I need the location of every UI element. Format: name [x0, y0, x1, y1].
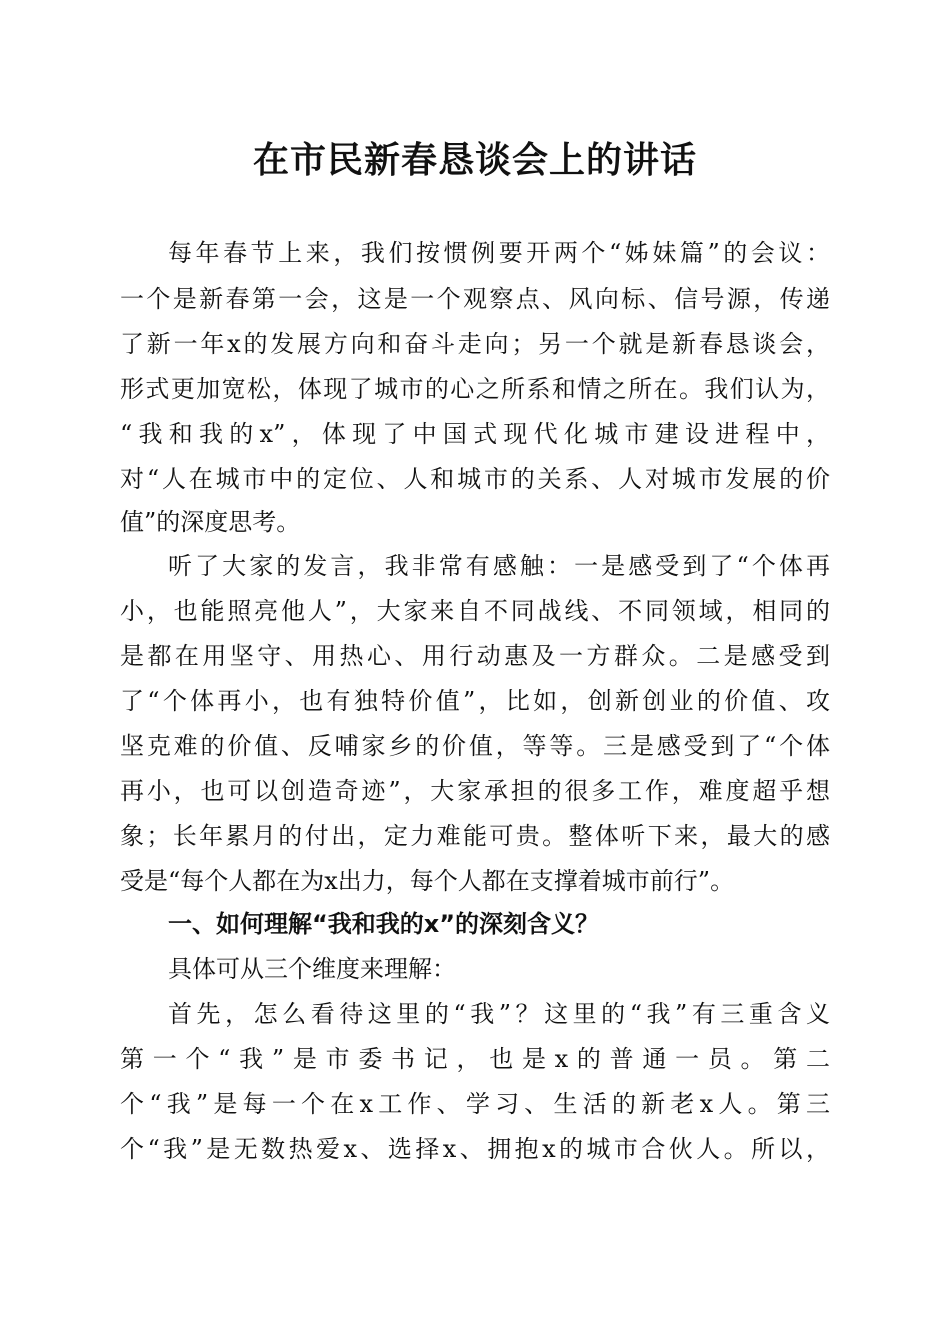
paragraph-2-line-7: 象；长年累月的付出，定力难能可贵。整体听下来，最大的感	[120, 822, 830, 850]
paragraph-1-line-1: 每年春节上来，我们按惯例要开两个“姊妹篇”的会议：	[168, 239, 830, 267]
paragraph-1-line-4: 形式更加宽松，体现了城市的心之所系和情之所在。我们认为，	[120, 375, 830, 403]
paragraph-4-line-4: 个“我”是无数热爱x、选择x、拥抱x的城市合伙人。所以，	[120, 1135, 830, 1163]
paragraph-1-line-5: “我和我的x”，体现了中国式现代化城市建设进程中，	[120, 420, 830, 448]
paragraph-2-line-6: 再小，也可以创造奇迹”，大家承担的很多工作，难度超乎想	[120, 777, 830, 805]
paragraph-2-line-5: 坚克难的价值、反哺家乡的价值，等等。三是感受到了“个体	[120, 732, 830, 760]
paragraph-2-line-3: 是都在用坚守、用热心、用行动惠及一方群众。二是感受到	[120, 642, 830, 670]
paragraph-2-line-8: 受是“每个人都在为x出力，每个人都在支撑着城市前行”。	[120, 867, 735, 895]
paragraph-1-line-2: 一个是新春第一会，这是一个观察点、风向标、信号源，传递	[120, 285, 830, 313]
paragraph-2-line-1: 听了大家的发言，我非常有感触：一是感受到了“个体再	[168, 552, 830, 580]
document-title: 在市民新春恳谈会上的讲话	[252, 139, 697, 181]
paragraph-4-line-3: 个“我”是每一个在x工作、学习、生活的新老x人。第三	[120, 1090, 830, 1118]
section-heading-1: 一、如何理解“我和我的x”的深刻含义？	[168, 910, 600, 938]
paragraph-4-line-1: 首先，怎么看待这里的“我”？这里的“我”有三重含义	[168, 1000, 830, 1028]
paragraph-2-line-2: 小，也能照亮他人”，大家来自不同战线、不同领域，相同的	[120, 597, 830, 625]
paragraph-1-line-3: 了新一年x的发展方向和奋斗走向；另一个就是新春恳谈会，	[120, 330, 830, 358]
paragraph-1-line-7: 值”的深度思考。	[120, 508, 301, 536]
paragraph-1-line-6: 对“人在城市中的定位、人和城市的关系、人对城市发展的价	[120, 465, 830, 493]
paragraph-4-line-2: 第一个“我”是市委书记，也是x的普通一员。第二	[120, 1045, 830, 1073]
paragraph-2-line-4: 了“个体再小，也有独特价值”，比如，创新创业的价值、攻	[120, 687, 830, 715]
paragraph-3-line-1: 具体可从三个维度来理解：	[168, 955, 456, 983]
